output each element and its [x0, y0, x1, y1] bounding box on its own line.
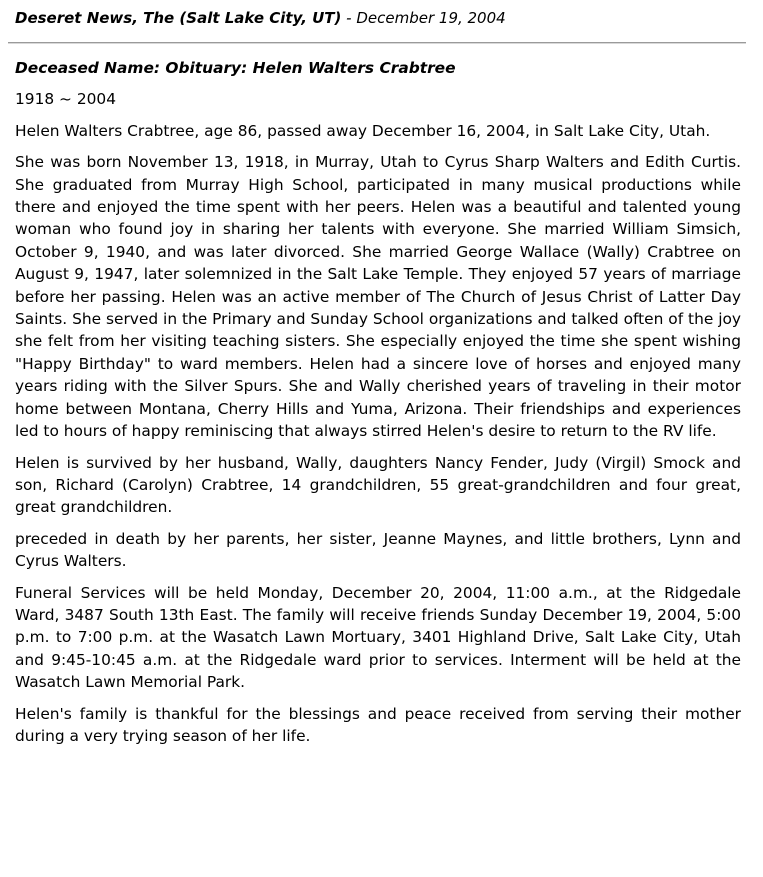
publication-date: December 19, 2004 — [356, 9, 506, 27]
deceased-name-heading: Deceased Name: Obituary: Helen Walters Crabtree — [15, 59, 456, 77]
paragraph-services: Funeral Services will be held Monday, December 20, 2004, 11:00 a.m., at the Ridgedale Ward, 3487 South 13th East. The family will receive friends Sunday December 19, 2004, 5:00 p.m. to 7:00 p.m. at the Wasatch Lawn Mortuary, 3401 Highland Drive, Salt Lake City, Utah and 9:45-10:45 a.m. at the Ridgedale ward prior to services. Interment will be held at the Wasatch Lawn Memorial Park. — [15, 583, 741, 692]
header-divider — [8, 42, 746, 44]
article-body — [15, 57, 741, 756]
paragraph-thanks: Helen's family is thankful for the blessings and peace received from serving their mother during a very trying season of her life. — [15, 704, 741, 745]
document-header — [0, 9, 763, 33]
paragraph-survivors: Helen is survived by her husband, Wally, daughters Nancy Fender, Judy (Virgil) Smock and son, Richard (Carolyn) Crabtree, 14 grandchildren, 55 great-grandchildren and four great, great grandchildren. — [15, 453, 741, 517]
life-years: 1918 ~ 2004 — [15, 90, 117, 109]
paragraph-preceded: preceded in death by her parents, her sister, Jeanne Maynes, and little brothers, Lynn and Cyrus Walters. — [15, 529, 741, 571]
paragraph-biography: She was born November 13, 1918, in Murray, Utah to Cyrus Sharp Walters and Edith Curtis. She graduated from Murray High School, participated in many musical productions while there and enjoyed the time spent with her peers. Helen was a beautiful and talented young woman who found joy in sharing her talents with everyone. She married William Simsich, October 9, 1940, and was later divorced. She married George Wallace (Wally) Crabtree on August 9, 1947, later solemnized in the Salt Lake Temple. They enjoyed 57 years of marriage before her passing. Helen was an active member of The Church of Jesus Christ of Latter Day Saints. She served in the Primary and Sunday School organizations and talked often of the joy she felt from her visiting teaching sisters. She especially enjoyed the time she spent wishing "Happy Birthday" to ward members. Helen had a sincere love of horses and enjoyed many years riding with the Silver Spurs. She and Wally cherished years of traveling in their motor home between Montana, Cherry Hills and Yuma, Arizona. Their friendships and experiences led to hours of happy reminiscing that always stirred Helen's desire to return to the RV life. — [15, 153, 741, 441]
paragraph-death-notice: Helen Walters Crabtree, age 86, passed away December 16, 2004, in Salt Lake City, Utah. — [15, 121, 711, 140]
newspaper-source: Deseret News, The (Salt Lake City, UT) — [15, 9, 342, 27]
header-separator: - — [341, 9, 357, 27]
